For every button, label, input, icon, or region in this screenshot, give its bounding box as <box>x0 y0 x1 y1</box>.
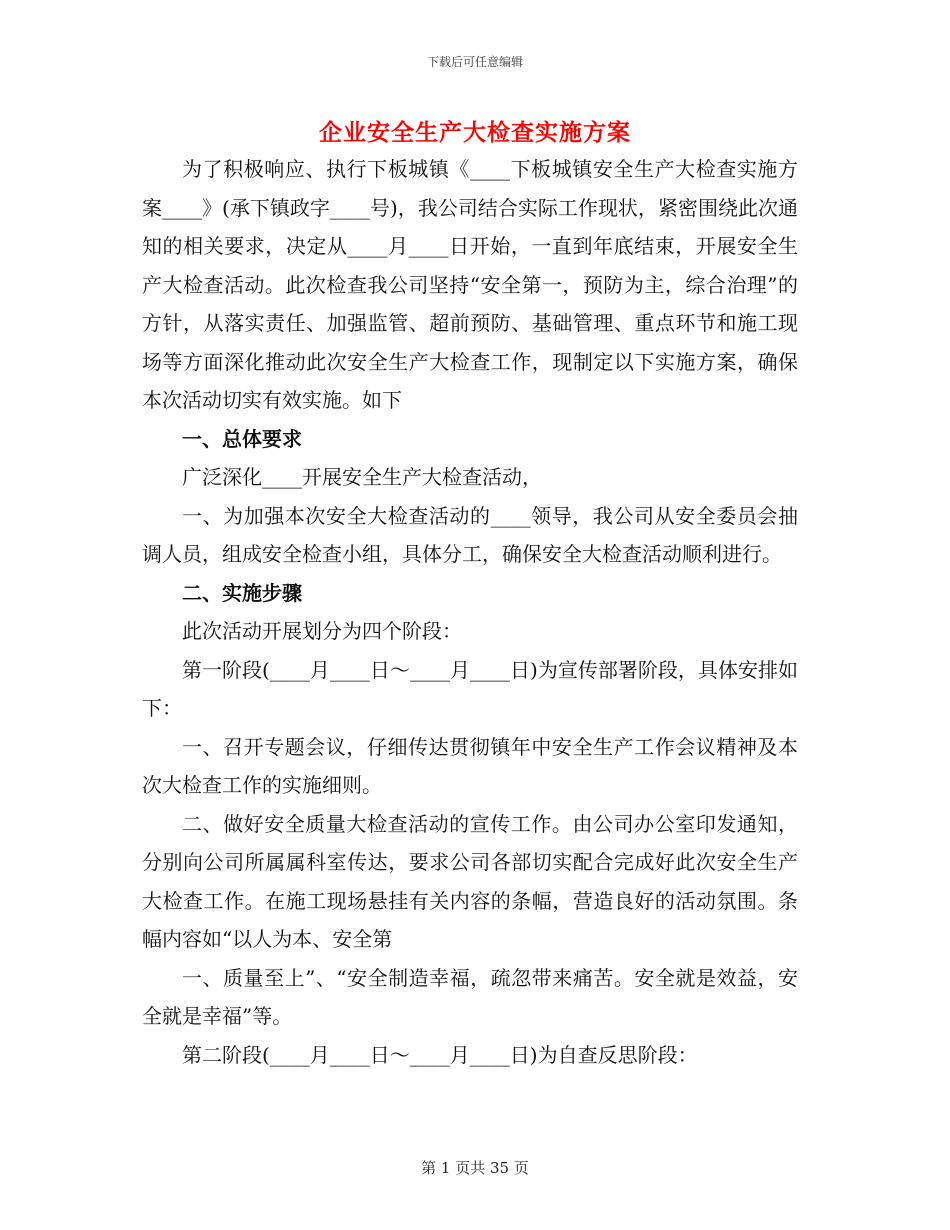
paragraph: 一、召开专题会议，仔细传达贯彻镇年中安全生产工作会议精神及本次大检查工作的实施细则。 <box>142 734 798 797</box>
page-footer: 第 1 页共 35 页 <box>421 1159 529 1177</box>
paragraph-stage-two: 第二阶段(____月____日～____月____日)为自查反思阶段： <box>182 1042 698 1067</box>
paragraph: 一、质量至上”、“安全制造幸福，疏忽带来痛苦。安全就是效益，安全就是幸福”等。 <box>142 965 798 1028</box>
header-note: 下载后可任意编辑 <box>426 55 523 69</box>
document-body <box>142 150 798 1074</box>
paragraph-intro: 为了积极响应、执行下板城镇《____下板城镇安全生产大检查实施方案____》(承下镇政字____号)，我公司结合实际工作现状，紧密围绕此次通知的相关要求，决定从____月____日开始，一直到年底结束，开展安全生产大检查活动。此次检查我公司坚持“安全第一，预防为主，综合治理”的方针，从落实责任、加强监管、超前预防、基础管理、重点环节和施工现场等方面深化推动此次安全生产大检查工作，现制定以下实施方案，确保本次活动切实有效实施。如下 <box>142 157 798 412</box>
document-title: 企业安全生产大检查实施方案 <box>319 119 631 146</box>
section-heading-implementation-steps: 二、实施步骤 <box>182 580 302 605</box>
paragraph: 二、做好安全质量大检查活动的宣传工作。由公司办公室印发通知，分别向公司所属属科室传达，要求公司各部切实配合完成好此次安全生产大检查工作。在施工现场悬挂有关内容的条幅，营造良好的活动氛围。条幅内容如“以人为本、安全第 <box>142 811 798 951</box>
paragraph-stage-one: 第一阶段(____月____日～____月____日)为宣传部署阶段，具体安排如下： <box>142 657 798 720</box>
paragraph: 一、为加强本次安全大检查活动的____领导，我公司从安全委员会抽调人员，组成安全检查小组，具体分工，确保安全大检查活动顺利进行。 <box>142 503 798 566</box>
section-heading-general-requirements: 一、总体要求 <box>182 426 302 451</box>
paragraph: 广泛深化____开展安全生产大检查活动， <box>182 465 542 489</box>
paragraph: 此次活动开展划分为四个阶段： <box>182 619 462 643</box>
